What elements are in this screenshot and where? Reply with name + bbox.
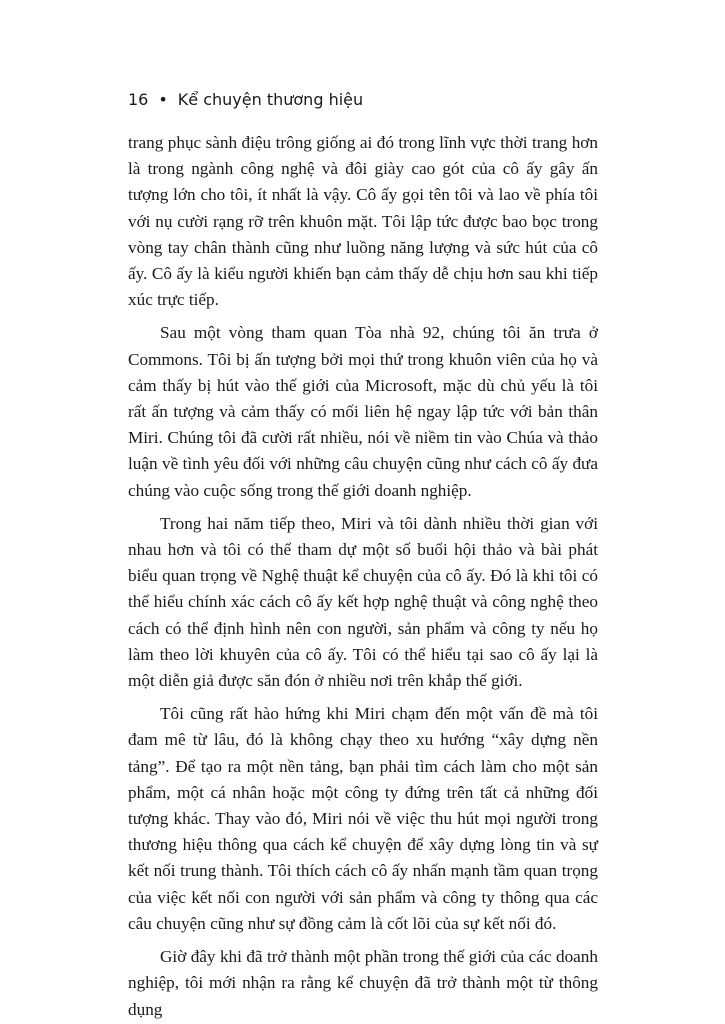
- paragraph: Tôi cũng rất hào hứng khi Miri chạm đến một vấn đề mà tôi đam mê từ lâu, đó là không chạy theo xu hướng “xây dựng nền tảng”. Để tạo ra một nền tảng, bạn phải tìm cách làm cho một sản phẩm, một cá nhân hoặc một công ty đứng trên tất cả những đối tượng khác. Thay vào đó, Miri nói về việc thu hút mọi người trong thương hiệu thông qua cách kể chuyện để xây dựng lòng tin và sự kết nối trung thành. Tôi thích cách cô ấy nhấn mạnh tầm quan trọng của việc kết nối con người với sản phẩm và công ty thông qua các câu chuyện cũng như sự đồng cảm là cốt lõi của sự kết nối đó.: [128, 704, 598, 933]
- header-separator: •: [158, 90, 168, 109]
- running-title: Kể chuyện thương hiệu: [177, 90, 364, 109]
- running-header: [128, 90, 363, 109]
- paragraph: Trong hai năm tiếp theo, Miri và tôi dành nhiều thời gian với nhau hơn và tôi có thể tham dự một số buổi hội thảo và bài phát biểu quan trọng về Nghệ thuật kể chuyện của cô ấy. Đó là khi tôi có thể hiểu chính xác cách cô ấy kết hợp nghệ thuật và công nghệ theo cách có thể định hình nên con người, sản phẩm và công ty nếu họ làm theo lời khuyên của cô ấy. Tôi có thể hiểu tại sao cô ấy lại là một diễn giả được săn đón ở nhiều nơi trên khắp thế giới.: [128, 513, 598, 691]
- paragraph: Giờ đây khi đã trở thành một phần trong thế giới của các doanh nghiệp, tôi mới nhận ra rằng kể chuyện đã trở thành một từ thông dụng: [128, 947, 598, 1019]
- page-number: 16: [128, 90, 149, 109]
- paragraph: Sau một vòng tham quan Tòa nhà 92, chúng tôi ăn trưa ở Commons. Tôi bị ấn tượng bởi mọi thứ trong khuôn viên của họ và cảm thấy bị hút vào thế giới của Microsoft, mặc dù chủ yếu là tôi rất ấn tượng và cảm thấy có mối liên hệ ngay lập tức với bản thân Miri. Chúng tôi đã cười rất nhiều, nói về niềm tin vào Chúa và thảo luận về tình yêu đối với những câu chuyện cũng như cách cô ấy đưa chúng vào cuộc sống trong thế giới doanh nghiệp.: [128, 323, 598, 500]
- body-text: [128, 130, 598, 1023]
- paragraph-continued: trang phục sành điệu trông giống ai đó trong lĩnh vực thời trang hơn là trong ngành công nghệ và đôi giày cao gót của cô ấy gây ấn tượng lớn cho tôi, ít nhất là vậy. Cô ấy gọi tên tôi và lao về phía tôi với nụ cười rạng rỡ trên khuôn mặt. Tôi lập tức được bao bọc trong vòng tay chân thành cũng như luồng năng lượng và sức hút của cô ấy. Cô ấy là kiểu người khiến bạn cảm thấy dễ chịu hơn sau khi tiếp xúc trực tiếp.: [128, 133, 598, 310]
